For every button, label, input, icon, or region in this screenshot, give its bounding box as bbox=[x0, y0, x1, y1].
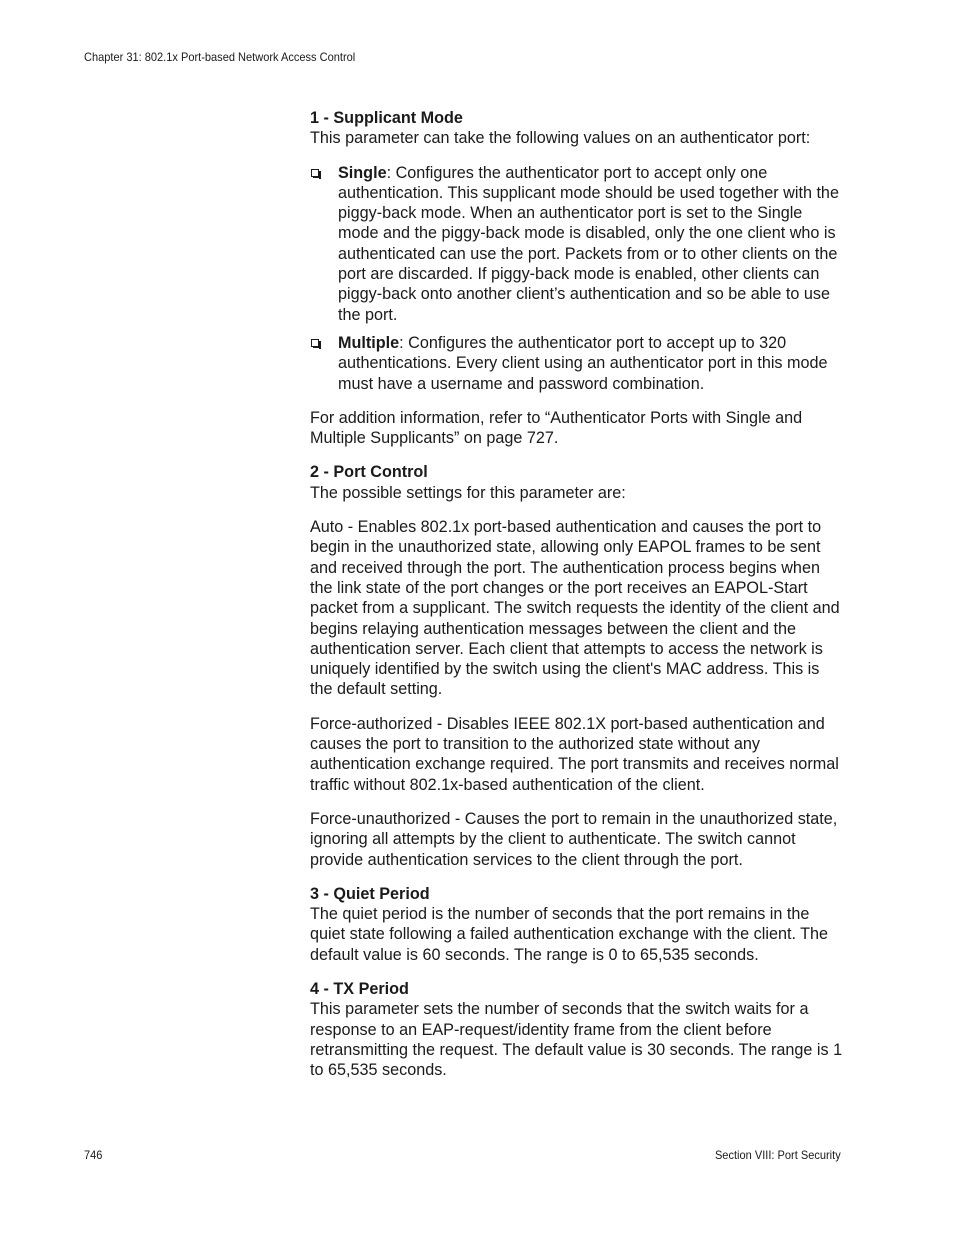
port-control-force-authorized: Force-authorized - Disables IEEE 802.1X port-based authentication and causes the port to transition to the authorized state without any authentication exchange required. The port transmits and receives normal traffic without 802.1x-based authentication of the client. bbox=[310, 714, 839, 794]
bullet-box-icon bbox=[311, 169, 319, 177]
bullet-box-icon bbox=[311, 339, 319, 347]
tx-period-heading: 4 - TX Period bbox=[310, 979, 409, 998]
running-footer-section: Section VIII: Port Security bbox=[715, 1148, 841, 1162]
port-control-force-unauthorized: Force-unauthorized - Causes the port to remain in the unauthorized state, ignoring all attempts by the client to authenticate. The switch cannot provide authentication services to the client through the port. bbox=[310, 809, 838, 869]
list-item-term: Multiple bbox=[338, 333, 400, 352]
port-control-intro: The possible settings for this parameter are: bbox=[310, 483, 626, 502]
quiet-period-text: The quiet period is the number of seconds that the port remains in the quiet state following a failed authentication exchange with the client. The default value is 60 seconds. The range is 0 to 65,535 seconds. bbox=[310, 905, 829, 964]
list-item bbox=[310, 163, 846, 325]
list-item bbox=[310, 333, 846, 394]
port-control-heading: 2 - Port Control bbox=[310, 463, 428, 482]
supplicant-mode-heading: 1 - Supplicant Mode bbox=[310, 109, 463, 127]
page-number: 746 bbox=[84, 1148, 103, 1162]
port-control-auto: Auto - Enables 802.1x port-based authentication and causes the port to begin in the unauthorized state, allowing only EAPOL frames to be sent and received through the port. The authentication process begins when the link state of the port changes or the port receives an EAPOL-Start packet from a supplicant. The switch requests the identity of the client and begins relaying authentication messages between the client and the authentication server. Each client that attempts to access the network is uniquely identified by the switch using the client's MAC address. This is the default setting. bbox=[310, 518, 840, 699]
list-item-term: Single bbox=[338, 163, 387, 182]
supplicant-mode-list bbox=[310, 163, 846, 394]
tx-period-text: This parameter sets the number of seconds that the switch waits for a response to an EAP-request/identity frame from the client before retransmitting the request. The default value is 30 seconds. The range is 1 to 65,535 seconds. bbox=[310, 1000, 843, 1080]
list-item-text: : Configures the authenticator port to accept up to 320 authentications. Every client using an authenticator port in this mode must have a username and password combination. bbox=[338, 333, 828, 393]
list-item-text: : Configures the authenticator port to accept only one authentication. This supplicant mode should be used together with the piggy-back mode. When an authenticator port is set to the Single mode and the piggy-back mode is disabled, only the one client who is authenticated can use the port. Packets from or to other clients on the port are discarded. If piggy-back mode is enabled, other clients can piggy-back onto another client’s authentication and so be able to use the port. bbox=[338, 163, 839, 324]
running-header: Chapter 31: 802.1x Port-based Network Access Control bbox=[84, 50, 356, 64]
supplicant-mode-note: For addition information, refer to “Authenticator Ports with Single and Multiple Supplicants” on page 727. bbox=[310, 408, 803, 448]
page-body bbox=[310, 108, 846, 1080]
supplicant-mode-intro: This parameter can take the following values on an authenticator port: bbox=[310, 129, 811, 148]
quiet-period-heading: 3 - Quiet Period bbox=[310, 884, 430, 903]
